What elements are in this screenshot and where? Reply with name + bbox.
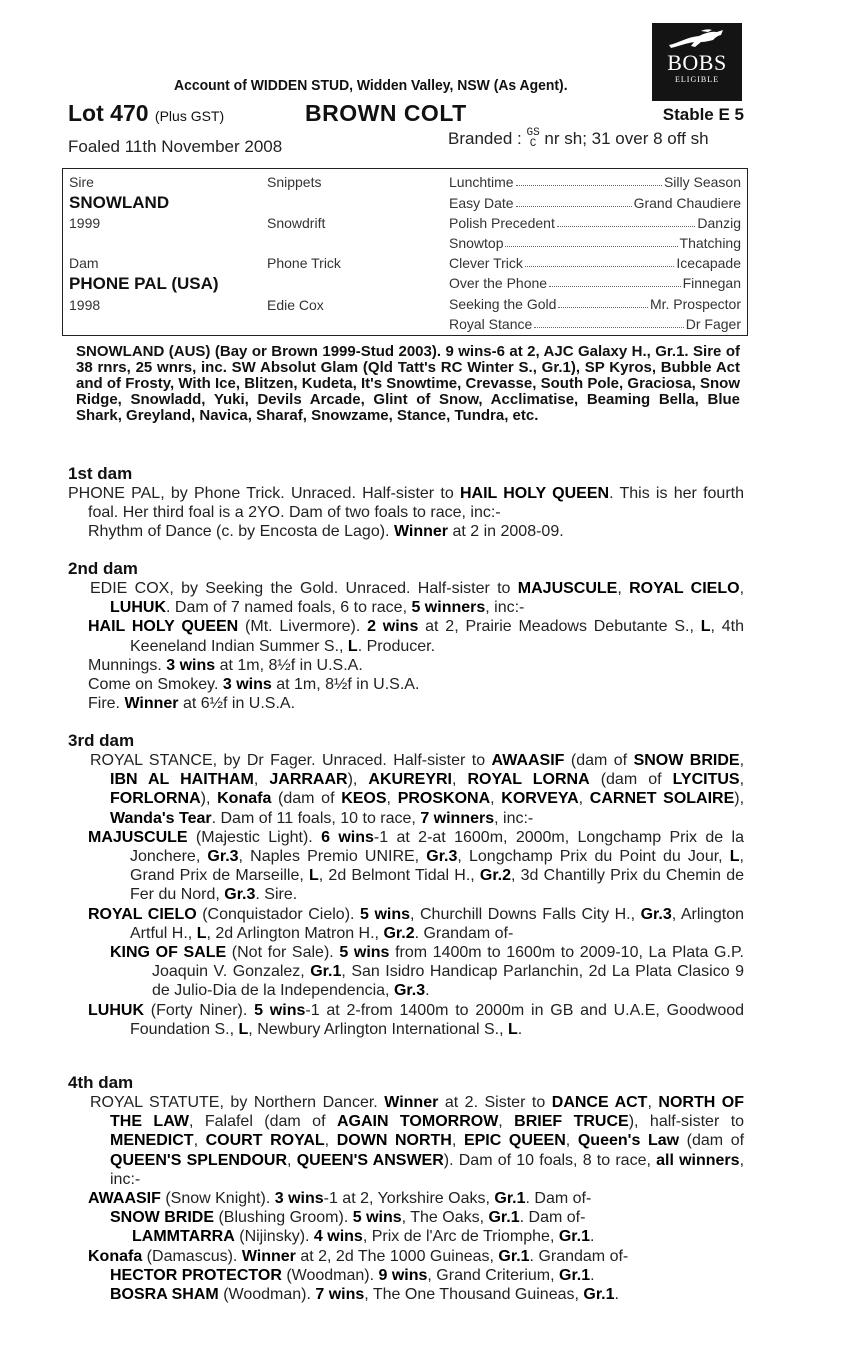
text-run: , — [617, 580, 630, 597]
granddam-maternal: Edie Cox — [267, 297, 324, 313]
bold-text: KING OF SALE — [110, 944, 227, 962]
text-run: , Arlington Artful H., — [130, 905, 744, 942]
brand-mark-bottom: C — [529, 138, 537, 150]
dam-paragraph — [68, 579, 744, 617]
text-run: , Churchill Downs Falls City H., — [410, 905, 641, 923]
great-grand-progeny-entry — [68, 1227, 744, 1246]
bold-text: Gr.1 — [583, 1286, 615, 1304]
text-run: (dam of — [589, 771, 673, 789]
text-run: (Woodman). — [218, 1286, 316, 1304]
pedigree-g3-row — [449, 296, 741, 312]
text-run: , — [193, 1132, 206, 1150]
progeny-entry — [68, 1247, 744, 1266]
grandsire-maternal: Phone Trick — [267, 255, 341, 271]
bold-text: Konafa — [88, 1247, 143, 1265]
bold-text: ROYAL CIELO — [629, 580, 740, 597]
bold-text: ROYAL LORNA — [467, 771, 590, 789]
bold-text: 5 wins — [360, 905, 411, 923]
second-dam-section — [68, 559, 744, 713]
bold-text: BRIEF TRUCE — [514, 1113, 629, 1131]
pedigree-g3-row — [449, 275, 741, 291]
text-run: at 1m, 8½f in U.S.A. — [215, 656, 363, 674]
g3-right: Dr Fager — [685, 316, 741, 332]
bold-text: L — [238, 1020, 249, 1038]
bold-text: SNOW BRIDE — [110, 1209, 214, 1227]
bold-text: Gr.3 — [393, 982, 426, 1000]
bold-text: Gr.1 — [494, 1190, 526, 1208]
bold-text: AKUREYRI — [368, 771, 452, 789]
foaled-date: Foaled 11th November 2008 — [68, 137, 283, 156]
dot-leader — [558, 296, 648, 308]
text-run: ), — [734, 790, 745, 808]
text-run: ). Dam of 10 foals, 8 to race, — [443, 1151, 657, 1169]
dot-leader — [549, 275, 681, 287]
text-run: (Blushing Groom). — [214, 1209, 353, 1227]
bold-text: FORLORNA — [110, 790, 201, 808]
text-run: , The One Thousand Guineas, — [364, 1286, 584, 1304]
text-run: , Naples Premio UNIRE, — [238, 848, 427, 866]
sire-year: 1999 — [69, 215, 101, 231]
lot-gst-note: (Plus GST) — [154, 108, 225, 124]
pedigree-table — [62, 168, 748, 336]
grand-progeny-entry — [68, 1266, 744, 1285]
bold-text: Gr.3 — [426, 848, 458, 866]
bold-text: Winner — [393, 523, 449, 541]
pedigree-g3-row — [449, 316, 741, 332]
progeny-entry — [68, 522, 744, 541]
bold-text: Gr.2 — [383, 924, 415, 942]
text-run: PHONE PAL, by Phone Trick. Unraced. Half-sister to — [68, 485, 460, 502]
bold-text: KORVEYA — [501, 790, 579, 808]
brand-prefix: Branded : — [448, 129, 522, 148]
text-run: , Longchamp Prix du Point du Jour, — [457, 848, 730, 866]
pedigree-g3-row — [449, 174, 741, 190]
bold-text: PROSKONA — [397, 790, 491, 808]
g3-left: Polish Precedent — [449, 215, 555, 231]
pedigree-g3-row — [449, 195, 741, 211]
g3-left: Clever Trick — [449, 255, 523, 271]
text-run: ), — [347, 771, 369, 789]
progeny-entry — [68, 905, 744, 943]
g3-left: Lunchtime — [449, 174, 514, 190]
dam-name: PHONE PAL (USA) — [69, 274, 219, 293]
text-run: , Newbury Arlington International S., — [248, 1020, 508, 1038]
text-run: , — [498, 1113, 515, 1131]
text-run: , inc:- — [494, 809, 534, 827]
text-run: . Grandam of- — [529, 1247, 629, 1265]
bobs-eligible-logo — [652, 23, 742, 101]
bold-text: ROYAL CIELO — [88, 905, 197, 923]
g3-right: Finnegan — [682, 275, 741, 291]
text-run: Rhythm of Dance (c. by Encosta de Lago). — [88, 523, 394, 541]
grand-progeny-entry — [68, 1285, 744, 1304]
text-run: , The Oaks, — [401, 1209, 489, 1227]
dam-paragraph — [68, 1093, 744, 1189]
text-run: -1 at 2-from 1400m to 2000m in GB and U.A.E, Goodwood Foundation S., — [130, 1001, 745, 1038]
stable-location: Stable E 5 — [662, 105, 744, 124]
fourth-dam-section — [68, 1073, 744, 1304]
text-run: . Dam of- — [525, 1190, 592, 1208]
text-run: , — [253, 771, 270, 789]
bold-text: KEOS — [341, 790, 387, 808]
text-run: , — [324, 1132, 337, 1150]
section-heading: 3rd dam — [68, 731, 135, 750]
text-run: , 2d Belmont Tidal H., — [318, 867, 480, 885]
text-run: , San Isidro Handicap Parlanchin, 2d La Plata Clasico 9 de Julio-Dia de la Independencia, — [152, 963, 744, 1000]
lot-label: Lot 470 — [68, 100, 149, 126]
text-run: (Mt. Livermore). — [238, 618, 368, 636]
bold-text: Gr.1 — [558, 1228, 590, 1246]
g3-left: Royal Stance — [449, 316, 533, 332]
text-run: , inc:- — [485, 599, 525, 617]
bold-text: QUEEN'S SPLENDOUR — [110, 1151, 288, 1169]
grandsire-paternal: Snippets — [267, 174, 322, 190]
text-run: Fire. — [88, 695, 125, 713]
progeny-entry — [68, 1001, 744, 1039]
text-run: . — [589, 1228, 595, 1246]
bold-text: Gr.3 — [224, 886, 256, 904]
bold-text: Gr.1 — [488, 1209, 520, 1227]
g3-right: Silly Season — [663, 174, 741, 190]
bold-text: Gr.3 — [207, 848, 239, 866]
section-heading: 1st dam — [68, 464, 133, 483]
text-run: , Grand Prix de Marseille, — [130, 848, 744, 885]
sire-name: SNOWLAND — [69, 193, 170, 212]
text-run: , — [739, 771, 745, 789]
bold-text: Gr.3 — [640, 905, 672, 923]
text-run: , — [647, 1094, 659, 1111]
bold-text: MENEDICT — [110, 1132, 194, 1150]
text-run: ), — [200, 790, 218, 808]
text-run: (Snow Knight). — [160, 1190, 275, 1208]
third-dam-section — [68, 731, 744, 1039]
bold-text: 5 wins — [254, 1001, 306, 1019]
text-run: , inc:- — [110, 1151, 745, 1188]
lot-header — [68, 100, 744, 130]
bold-text: DOWN NORTH — [336, 1132, 452, 1150]
dot-leader — [557, 215, 696, 227]
text-run: , — [451, 1132, 464, 1150]
text-run: , Prix de l'Arc de Triomphe, — [362, 1228, 559, 1246]
bold-text: MAJUSCULE — [517, 580, 618, 597]
text-run: , — [451, 771, 468, 789]
text-run: at 6½f in U.S.A. — [178, 695, 296, 713]
progeny-entry — [68, 656, 744, 675]
text-run: (Majestic Light). — [187, 828, 322, 846]
text-run: . Dam of- — [519, 1209, 586, 1227]
text-run: . This is her fourth foal. Her third foal is a 2YO. Dam of two foals to race, inc:- — [88, 485, 745, 522]
text-run: from 1400m to 1600m to 2009-10, La Plata G.P. Joaquin V. Gonzalez, — [152, 944, 745, 981]
bold-text: CARNET SOLAIRE — [589, 790, 735, 808]
bold-text: 4 wins — [313, 1228, 363, 1246]
text-run: . Sire. — [255, 886, 298, 904]
g3-right: Mr. Prospector — [649, 296, 741, 312]
progeny-entry — [68, 694, 744, 713]
text-run: (Damascus). — [142, 1247, 242, 1265]
granddam-paternal: Snowdrift — [267, 215, 326, 231]
g3-right: Icecapade — [676, 255, 741, 271]
text-run: . — [590, 1266, 595, 1284]
bold-text: 7 wins — [315, 1286, 365, 1304]
g3-left: Seeking the Gold — [449, 296, 557, 312]
bold-text: 7 winners — [420, 809, 495, 827]
text-run: , — [739, 580, 745, 597]
bold-text: LAMMTARRA — [132, 1228, 235, 1246]
bold-text: AGAIN TOMORROW — [336, 1113, 499, 1131]
text-run: ROYAL STATUTE, by Northern Dancer. — [90, 1094, 385, 1111]
text-run: , Grand Criterium, — [427, 1266, 559, 1284]
text-run: ROYAL STANCE, by Dr Fager. Unraced. Half-sister to — [90, 752, 492, 769]
text-run: , — [287, 1151, 297, 1169]
progeny-entry — [68, 828, 744, 905]
dam-label: Dam — [69, 255, 99, 271]
text-run: -1 at 2-at 1600m, 2000m, Longchamp Prix de la Jonchere, — [130, 828, 745, 866]
text-run: at 1m, 8½f in U.S.A. — [271, 676, 420, 694]
text-run: ), half-sister to — [628, 1113, 745, 1131]
bold-text: Wanda's Tear — [110, 809, 212, 827]
bold-text: 3 wins — [274, 1190, 324, 1208]
dot-leader — [516, 195, 632, 207]
text-run: -1 at 2, Yorkshire Oaks, — [323, 1190, 495, 1208]
bold-text: Gr.2 — [479, 867, 512, 885]
bold-text: Winner — [241, 1247, 296, 1265]
brand-info — [448, 128, 709, 150]
bold-text: AWAASIF — [491, 752, 565, 769]
text-run: Come on Smokey. — [88, 676, 223, 694]
bold-text: DANCE ACT — [551, 1094, 648, 1111]
brand-mark — [526, 128, 539, 150]
bold-text: L — [508, 1020, 518, 1038]
dam-year: 1998 — [69, 297, 101, 313]
bold-text: Winner — [384, 1094, 439, 1111]
text-run: , — [490, 790, 502, 808]
brand-mark-top: GS — [526, 127, 540, 139]
bold-text: HAIL HOLY QUEEN — [88, 618, 239, 636]
g3-right: Danzig — [697, 215, 741, 231]
grand-progeny-entry — [68, 943, 744, 1001]
text-run: EDIE COX, by Seeking the Gold. Unraced. Half-sister to — [90, 580, 518, 597]
text-run: at 2, 2d The 1000 Guineas, — [295, 1247, 499, 1265]
section-heading: 4th dam — [68, 1073, 134, 1092]
bold-text: 9 wins — [378, 1266, 428, 1284]
dot-leader — [525, 255, 674, 267]
text-run: , — [578, 790, 590, 808]
bold-text: HAIL HOLY QUEEN — [459, 485, 610, 502]
g3-left: Easy Date — [449, 195, 514, 211]
g3-right: Grand Chaudiere — [633, 195, 741, 211]
text-run: , 2d Arlington Matron H., — [206, 924, 384, 942]
bold-text: Gr.1 — [498, 1247, 530, 1265]
logo-text: BOBS — [667, 50, 727, 75]
bold-text: JARRAAR — [269, 771, 348, 789]
bold-text: 3 wins — [166, 656, 216, 674]
lot-number — [68, 100, 224, 127]
bold-text: IBN AL HAITHAM — [110, 771, 254, 789]
text-run: . — [517, 1020, 523, 1038]
text-run: (dam of — [679, 1132, 745, 1150]
bold-text: 5 winners — [411, 599, 486, 617]
dam-paragraph — [68, 484, 744, 522]
bold-text: 2 wins — [367, 618, 419, 636]
bold-text: Winner — [124, 695, 179, 713]
bold-text: NORTH OF THE LAW — [110, 1094, 745, 1131]
g3-left: Over the Phone — [449, 275, 548, 291]
text-run: (Woodman). — [281, 1266, 379, 1284]
text-run: at 2 in 2008-09. — [448, 523, 564, 541]
text-run: . — [614, 1286, 619, 1304]
bold-text: L — [309, 867, 319, 885]
text-run: . Grandam of- — [414, 924, 514, 942]
progeny-entry — [68, 1189, 744, 1208]
text-run: , 4th Keeneland Indian Summer S., — [130, 618, 745, 655]
text-run: . — [425, 982, 430, 1000]
dam-paragraph — [68, 751, 744, 828]
bold-text: LUHUK — [88, 1001, 144, 1019]
bold-text: L — [347, 637, 358, 655]
bold-text: 5 wins — [352, 1209, 402, 1227]
grand-progeny-entry — [68, 1208, 744, 1227]
logo-subtext: ELIGIBLE — [675, 75, 719, 84]
g3-left: Snowtop — [449, 235, 504, 251]
text-run: (dam of — [564, 752, 634, 769]
bold-text: QUEEN'S ANSWER — [296, 1151, 444, 1169]
progeny-entry — [68, 617, 744, 655]
bold-text: LYCITUS — [672, 771, 740, 789]
pedigree-g3-row — [449, 215, 741, 231]
g3-right: Thatching — [679, 235, 741, 251]
text-run: , — [739, 752, 745, 769]
bold-text: Queen's Law — [577, 1132, 680, 1150]
brand-suffix: nr sh; 31 over 8 off sh — [544, 129, 709, 148]
bold-text: 3 wins — [222, 676, 272, 694]
horse-description: BROWN COLT — [305, 100, 467, 126]
text-run: , — [386, 790, 398, 808]
section-heading: 2nd dam — [68, 559, 138, 578]
sire-label: Sire — [69, 174, 94, 190]
sire-summary: SNOWLAND (AUS) (Bay or Brown 1999-Stud 2003). 9 wins-6 at 2, AJC Galaxy H., Gr.1. Sire of 38 rnrs, 25 wnrs, inc. SW Absolut Glam (Qld Tatt's RC Winter S., Gr.1), SP Kyros, Bubble Act and of Frosty, With Ice, Blitzen, Kudeta, It's Snowtime, Crevasse, South Pole, Graciosa, Snow Ridge, Snowladd, Yuki, Devils Arcade, Glint of Snow, Acclimatise, Beaming Bella, Blue Shark, Greyland, Navica, Sharaf, Snowzame, Stance, Tundra, etc. — [76, 343, 740, 424]
bold-text: Gr.1 — [310, 963, 342, 981]
text-run: , Falafel (dam of — [188, 1113, 337, 1131]
bold-text: COURT ROYAL — [205, 1132, 325, 1150]
bold-text: Konafa — [217, 790, 272, 808]
bold-text: 5 wins — [339, 944, 390, 962]
dot-leader — [534, 316, 683, 328]
bold-text: AWAASIF — [88, 1190, 161, 1208]
bold-text: all winners — [656, 1151, 740, 1169]
bold-text: MAJUSCULE — [88, 828, 188, 846]
bold-text: 6 wins — [321, 828, 374, 846]
text-run: (dam of — [271, 790, 342, 808]
text-run: (Nijinsky). — [234, 1228, 314, 1246]
bold-text: Gr.1 — [559, 1266, 591, 1284]
text-run: (Forty Niner). — [144, 1001, 255, 1019]
bold-text: LUHUK — [110, 599, 166, 617]
text-run: , — [565, 1132, 578, 1150]
text-run: at 2, Prairie Meadows Debutante S., — [418, 618, 701, 636]
bold-text: L — [729, 848, 740, 866]
bold-text: HECTOR PROTECTOR — [110, 1266, 282, 1284]
text-run: Munnings. — [88, 656, 167, 674]
pedigree-g3-row — [449, 255, 741, 271]
text-run: . Dam of 7 named foals, 6 to race, — [166, 599, 412, 617]
pedigree-g3-row — [449, 235, 741, 251]
text-run: . Dam of 11 foals, 10 to race, — [211, 809, 421, 827]
bold-text: EPIC QUEEN — [463, 1132, 566, 1150]
dot-leader — [505, 235, 677, 247]
bold-text: L — [700, 618, 711, 636]
bold-text: BOSRA SHAM — [110, 1286, 219, 1304]
text-run: . Producer. — [357, 637, 436, 655]
vendor-account: Account of WIDDEN STUD, Widden Valley, NSW (As Agent). — [174, 77, 568, 94]
text-run: at 2. Sister to — [438, 1094, 552, 1111]
text-run: , 3d Chantilly Prix du Chemin de Fer du Nord, — [130, 867, 745, 904]
text-run: (Conquistador Cielo). — [196, 905, 361, 923]
text-run: (Not for Sale). — [226, 944, 340, 962]
progeny-entry — [68, 675, 744, 694]
bold-text: SNOW BRIDE — [633, 752, 740, 769]
bold-text: L — [196, 924, 207, 942]
first-dam-section — [68, 464, 744, 542]
dot-leader — [516, 174, 662, 186]
